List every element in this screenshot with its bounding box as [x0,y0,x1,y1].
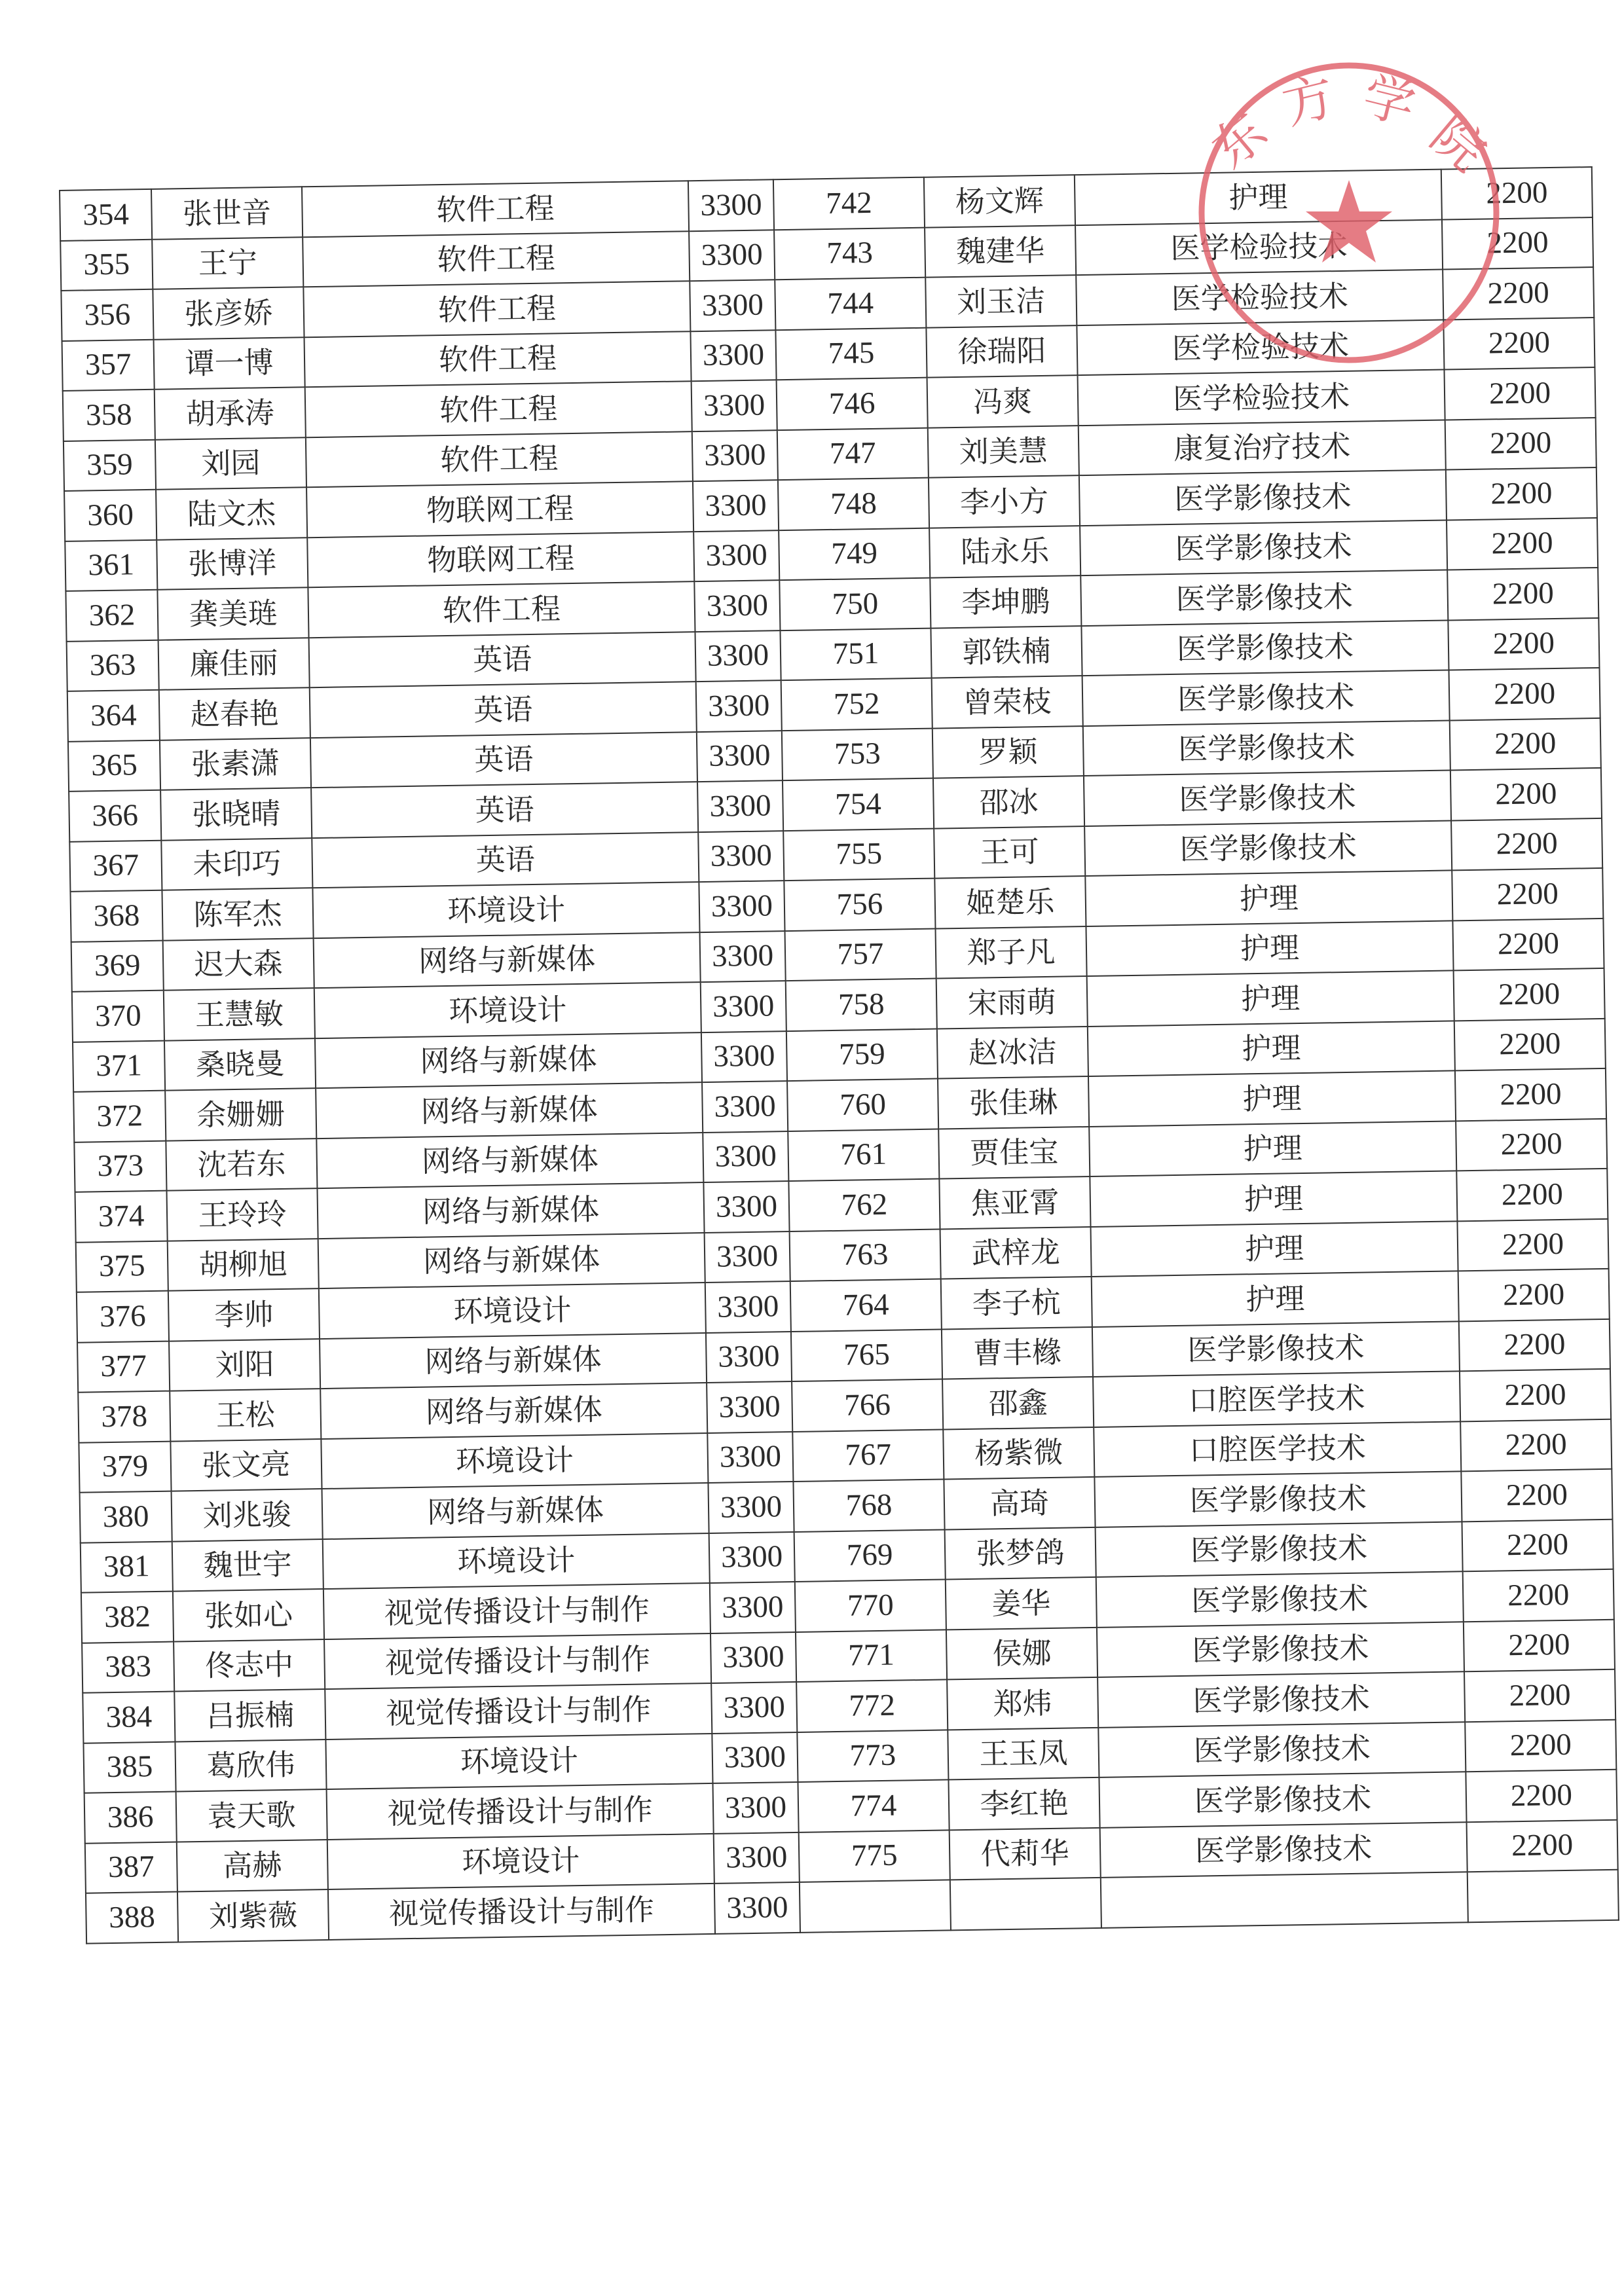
right-major-cell: 护理 [1086,920,1453,976]
left-major-cell: 视觉传播设计与制作 [324,1633,711,1689]
left-major-cell: 环境设计 [321,1433,708,1489]
roster-body [60,167,1619,1943]
right-row-number-cell: 760 [787,1079,938,1131]
right-student-name-cell: 罗颖 [932,726,1084,778]
left-row-number-cell: 385 [83,1741,175,1793]
right-major-cell: 医学影像技术 [1092,1321,1460,1377]
right-major-cell: 医学影像技术 [1082,670,1450,725]
right-student-name-cell: 张梦鸽 [945,1527,1096,1579]
right-student-name-cell: 武梓龙 [940,1226,1092,1279]
left-amount-cell: 3300 [710,1631,796,1683]
left-amount-cell: 3300 [705,1231,790,1283]
left-row-number-cell: 367 [69,840,162,892]
right-amount-cell: 2200 [1466,1770,1617,1822]
left-student-name-cell: 桑晓曼 [164,1038,316,1091]
left-amount-cell: 3300 [697,780,783,831]
left-amount-cell: 3300 [703,1181,789,1232]
right-major-cell: 医学检验技术 [1076,270,1443,325]
right-row-number-cell: 770 [795,1579,946,1631]
left-amount-cell: 3300 [703,1131,788,1182]
right-student-name-cell: 刘美慧 [928,426,1079,478]
left-amount-cell: 3300 [705,1281,791,1332]
left-amount-cell: 3300 [701,981,786,1032]
right-row-number-cell: 772 [796,1679,948,1732]
right-amount-cell: 2200 [1454,968,1605,1021]
right-major-cell: 护理 [1085,870,1452,926]
left-major-cell: 网络与新媒体 [316,1082,703,1139]
right-major-cell: 护理 [1092,1271,1459,1326]
right-student-name-cell: 郭铁楠 [931,626,1082,678]
right-row-number-cell: 750 [779,578,931,630]
svg-text:学: 学 [1357,66,1422,136]
right-amount-cell: 2200 [1448,617,1599,670]
left-row-number-cell: 382 [81,1592,174,1643]
right-student-name-cell: 郑炜 [947,1677,1098,1730]
left-major-cell: 环境设计 [312,882,699,938]
right-amount-cell: 2200 [1455,1068,1606,1121]
right-student-name-cell: 杨紫微 [943,1427,1094,1479]
left-amount-cell: 3300 [692,380,777,431]
left-major-cell: 物联网工程 [307,532,694,588]
right-row-number-cell: 745 [775,327,927,380]
left-amount-cell: 3300 [707,1381,792,1432]
right-row-number-cell: 757 [785,928,936,981]
svg-text:东: 东 [1201,101,1279,180]
left-row-number-cell: 361 [65,539,157,591]
left-student-name-cell: 张文亮 [170,1439,322,1491]
right-row-number-cell: 765 [791,1329,942,1381]
right-row-number-cell: 775 [799,1830,950,1882]
left-major-cell: 环境设计 [314,982,701,1038]
right-row-number-cell: 766 [792,1379,943,1431]
right-student-name-cell: 刘玉洁 [925,275,1077,327]
left-major-cell: 网络与新媒体 [322,1483,709,1539]
right-student-name-cell: 李小方 [929,475,1080,528]
right-student-name-cell: 魏建华 [925,225,1076,278]
right-student-name-cell: 李坤鹏 [930,575,1081,628]
left-major-cell: 视觉传播设计与制作 [327,1783,714,1840]
right-student-name-cell: 姜华 [946,1577,1097,1630]
right-major-cell: 护理 [1087,970,1454,1026]
left-row-number-cell: 369 [71,940,164,992]
right-student-name-cell: 邵鑫 [942,1377,1094,1429]
right-major-cell: 口腔医学技术 [1094,1421,1461,1477]
right-amount-cell: 2200 [1463,1569,1614,1622]
left-major-cell: 网络与新媒体 [316,1133,703,1189]
left-amount-cell: 3300 [694,580,780,631]
right-amount-cell: 2200 [1450,768,1602,820]
left-major-cell: 英语 [310,732,697,788]
right-amount-cell: 2200 [1443,267,1594,319]
left-amount-cell: 3300 [688,179,774,230]
right-row-number-cell: 748 [778,478,929,530]
right-row-number-cell: 747 [777,428,929,480]
left-amount-cell: 3300 [690,330,776,381]
left-student-name-cell: 王慧敏 [164,988,315,1040]
right-row-number-cell: 762 [788,1179,940,1231]
right-student-name-cell: 王可 [934,826,1085,879]
right-major-cell: 护理 [1091,1221,1458,1277]
left-student-name-cell: 谭一博 [154,337,305,390]
left-row-number-cell: 357 [62,339,155,391]
left-student-name-cell: 王松 [170,1389,321,1441]
right-major-cell: 医学影像技术 [1084,820,1452,876]
right-amount-cell: 2200 [1442,217,1593,270]
right-row-number-cell: 743 [774,227,925,280]
right-major-cell: 医学影像技术 [1100,1822,1467,1878]
left-row-number-cell: 376 [77,1291,169,1343]
left-amount-cell: 3300 [710,1582,796,1633]
right-row-number-cell: 756 [784,879,935,931]
left-amount-cell: 3300 [709,1532,795,1583]
right-amount-cell: 2200 [1456,1169,1608,1221]
left-row-number-cell: 380 [80,1491,172,1543]
left-row-number-cell: 354 [60,189,152,241]
right-student-name-cell: 姬楚乐 [934,876,1086,928]
left-row-number-cell: 383 [82,1641,174,1693]
left-student-name-cell: 未印巧 [161,838,312,890]
right-row-number-cell: 744 [775,278,926,330]
right-row-number-cell: 758 [786,979,937,1031]
right-student-name-cell: 宋雨萌 [936,976,1088,1029]
right-major-cell: 口腔医学技术 [1093,1371,1460,1427]
right-major-cell: 医学检验技术 [1077,319,1444,375]
right-major-cell: 医学影像技术 [1079,470,1447,526]
left-student-name-cell: 赵春艳 [159,687,310,740]
left-row-number-cell: 358 [63,390,155,441]
left-student-name-cell: 胡柳旭 [168,1239,319,1291]
left-row-number-cell: 384 [83,1692,175,1743]
left-student-name-cell: 张素潇 [160,738,311,790]
right-amount-cell: 2200 [1467,1819,1618,1872]
left-amount-cell: 3300 [708,1482,794,1533]
right-amount-cell: 2200 [1451,818,1602,870]
left-amount-cell: 3300 [693,480,779,531]
right-row-number-cell: 767 [792,1429,944,1482]
left-major-cell: 软件工程 [304,331,691,388]
right-amount-cell: 2200 [1464,1619,1615,1671]
school-seal [1185,49,1513,376]
left-amount-cell: 3300 [706,1332,792,1383]
right-major-cell: 医学影像技术 [1096,1571,1464,1627]
left-student-name-cell: 张如心 [173,1589,324,1641]
left-row-number-cell: 362 [65,590,158,642]
right-amount-cell: 2200 [1454,1018,1606,1070]
right-student-name-cell: 赵冰洁 [937,1027,1088,1079]
left-student-name-cell: 刘园 [155,437,306,490]
left-student-name-cell: 陈军杰 [162,888,313,940]
right-row-number-cell: 771 [796,1630,947,1682]
right-row-number-cell: 752 [781,678,932,731]
right-amount-cell: 2200 [1460,1369,1611,1421]
right-row-number-cell: 749 [779,528,930,580]
right-amount-cell: 2200 [1457,1218,1608,1271]
right-student-name-cell: 代莉华 [950,1827,1101,1880]
left-amount-cell: 3300 [696,680,782,731]
left-amount-cell: 3300 [712,1782,798,1833]
right-student-name-cell: 焦亚霄 [939,1176,1090,1229]
left-row-number-cell: 366 [69,790,161,842]
svg-text:方: 方 [1276,66,1341,136]
right-major-cell: 医学影像技术 [1081,620,1449,676]
roster-table [59,166,1619,1944]
left-student-name-cell: 佟志中 [174,1639,325,1692]
left-row-number-cell: 359 [64,439,156,491]
right-student-name-cell: 贾佳宝 [938,1127,1090,1179]
right-amount-cell: 2200 [1460,1419,1612,1471]
right-student-name-cell: 陆永乐 [929,526,1080,578]
left-amount-cell: 3300 [698,831,784,882]
left-student-name-cell: 余姗姗 [165,1088,316,1140]
right-major-cell: 医学影像技术 [1080,520,1447,575]
right-major-cell: 护理 [1075,170,1442,225]
left-row-number-cell: 364 [67,690,160,742]
right-amount-cell: 2200 [1462,1519,1613,1571]
left-student-name-cell: 葛欣伟 [175,1740,326,1792]
right-major-cell: 护理 [1088,1070,1456,1126]
left-major-cell: 环境设计 [323,1533,710,1589]
right-amount-cell: 2200 [1445,418,1596,470]
roster-sheet [59,166,1619,1944]
left-student-name-cell: 袁天歌 [176,1789,327,1842]
left-row-number-cell: 374 [75,1191,168,1243]
right-row-number-cell: 769 [794,1529,946,1582]
right-student-name-cell [950,1878,1101,1930]
right-student-name-cell: 侯娜 [946,1627,1098,1679]
left-major-cell: 英语 [312,832,699,888]
right-amount-cell: 2200 [1452,868,1603,920]
right-student-name-cell: 李红艳 [948,1777,1099,1830]
right-row-number-cell: 773 [797,1730,948,1782]
left-major-cell: 网络与新媒体 [314,932,701,989]
right-major-cell: 康复治疗技术 [1079,420,1446,475]
left-student-name-cell: 张博洋 [157,538,308,590]
left-major-cell: 软件工程 [302,181,689,237]
left-amount-cell: 3300 [700,931,786,982]
svg-text:院: 院 [1419,105,1497,183]
right-amount-cell: 2200 [1443,318,1595,370]
left-major-cell: 网络与新媒体 [320,1383,707,1439]
right-amount-cell: 2200 [1464,1669,1615,1722]
left-major-cell: 网络与新媒体 [315,1032,702,1089]
left-amount-cell: 3300 [693,530,779,581]
left-row-number-cell: 371 [73,1040,165,1092]
left-amount-cell: 3300 [692,430,778,481]
right-major-cell: 医学影像技术 [1080,570,1448,626]
left-student-name-cell: 张世音 [151,187,303,239]
left-amount-cell: 3300 [699,881,784,932]
left-row-number-cell: 386 [84,1792,177,1844]
right-amount-cell: 2200 [1450,718,1601,770]
right-row-number-cell: 764 [790,1279,942,1332]
right-row-number-cell: 761 [788,1129,939,1181]
left-student-name-cell: 陆文杰 [156,487,307,539]
right-major-cell: 医学影像技术 [1097,1622,1464,1677]
right-major-cell: 护理 [1089,1121,1456,1176]
left-row-number-cell: 360 [64,490,157,541]
right-student-name-cell: 李子杭 [941,1277,1092,1329]
right-major-cell: 医学影像技术 [1096,1522,1463,1577]
right-major-cell: 医学影像技术 [1083,720,1450,776]
right-amount-cell: 2200 [1461,1469,1612,1522]
left-major-cell: 网络与新媒体 [320,1333,707,1389]
right-amount-cell: 2200 [1456,1118,1607,1171]
left-student-name-cell: 王宁 [152,237,303,289]
right-row-number-cell: 753 [782,728,933,780]
left-row-number-cell: 375 [76,1241,168,1292]
right-student-name-cell: 张佳琳 [938,1076,1089,1129]
right-amount-cell: 2200 [1444,367,1595,420]
left-major-cell: 视觉传播设计与制作 [325,1683,712,1740]
left-major-cell: 环境设计 [325,1733,712,1789]
right-row-number-cell: 763 [790,1229,941,1281]
right-amount-cell: 2200 [1465,1719,1616,1772]
left-row-number-cell: 370 [72,991,164,1042]
right-amount-cell: 2200 [1449,668,1600,720]
left-row-number-cell: 381 [81,1541,173,1593]
left-student-name-cell: 张彦娇 [153,287,304,339]
right-student-name-cell: 曾荣枝 [932,676,1083,728]
right-student-name-cell: 冯爽 [927,375,1079,428]
left-row-number-cell: 377 [77,1341,170,1393]
left-student-name-cell: 龚美琏 [157,587,308,640]
right-major-cell: 医学影像技术 [1098,1722,1466,1777]
right-amount-cell: 2200 [1458,1269,1610,1321]
left-major-cell: 网络与新媒体 [318,1233,705,1289]
right-major-cell: 护理 [1088,1021,1455,1076]
right-amount-cell: 2200 [1452,918,1604,970]
left-major-cell: 环境设计 [319,1283,706,1339]
left-row-number-cell: 373 [74,1140,166,1192]
left-row-number-cell: 356 [61,289,153,341]
right-major-cell: 医学检验技术 [1078,370,1445,426]
left-row-number-cell: 388 [86,1892,178,1944]
right-row-number-cell: 751 [780,628,931,680]
left-amount-cell: 3300 [690,280,775,331]
left-row-number-cell: 363 [67,640,159,691]
left-amount-cell: 3300 [707,1432,793,1483]
left-student-name-cell: 高赫 [177,1840,328,1892]
left-amount-cell: 3300 [702,1081,788,1132]
right-row-number-cell: 746 [777,378,928,430]
right-major-cell: 医学影像技术 [1098,1671,1465,1727]
left-amount-cell: 3300 [697,731,783,782]
left-student-name-cell: 胡承涛 [155,387,306,439]
left-amount-cell: 3300 [711,1682,797,1733]
left-student-name-cell: 迟大森 [163,938,314,991]
left-student-name-cell: 刘兆骏 [172,1489,323,1541]
right-amount-cell: 2200 [1459,1319,1610,1371]
left-amount-cell: 3300 [695,630,781,682]
right-student-name-cell: 王玉凤 [948,1727,1099,1779]
right-row-number-cell: 742 [773,177,925,230]
right-amount-cell: 2200 [1446,467,1597,520]
left-major-cell: 物联网工程 [306,481,693,538]
left-student-name-cell: 刘紫薇 [177,1889,329,1942]
right-major-cell: 护理 [1090,1171,1457,1226]
left-student-name-cell: 李帅 [168,1288,320,1341]
right-row-number-cell: 774 [798,1779,949,1832]
left-amount-cell: 3300 [701,1031,787,1082]
left-row-number-cell: 355 [60,239,153,291]
left-student-name-cell: 魏世宇 [172,1539,323,1592]
left-major-cell: 英语 [310,682,697,738]
left-major-cell: 视觉传播设计与制作 [323,1583,710,1639]
right-student-name-cell: 徐瑞阳 [926,325,1077,378]
left-major-cell: 环境设计 [327,1833,714,1889]
left-row-number-cell: 387 [85,1842,177,1893]
left-major-cell: 软件工程 [305,381,692,437]
right-amount-cell [1467,1870,1619,1922]
left-row-number-cell: 368 [70,890,162,942]
left-major-cell: 软件工程 [308,581,695,638]
right-major-cell [1101,1872,1468,1927]
right-major-cell: 医学影像技术 [1094,1471,1462,1527]
left-student-name-cell: 王玲玲 [166,1188,318,1241]
left-amount-cell: 3300 [712,1732,798,1783]
right-row-number-cell [800,1880,951,1932]
left-major-cell: 网络与新媒体 [317,1182,704,1239]
left-major-cell: 软件工程 [306,431,693,488]
left-amount-cell: 3300 [714,1832,800,1883]
right-row-number-cell: 768 [793,1479,944,1531]
left-major-cell: 软件工程 [303,281,690,337]
right-student-name-cell: 郑子凡 [935,926,1086,979]
left-student-name-cell: 沈若东 [166,1139,317,1191]
left-student-name-cell: 刘阳 [169,1339,320,1391]
left-student-name-cell: 张晓晴 [160,788,312,840]
right-student-name-cell: 邵冰 [933,776,1084,828]
left-row-number-cell: 378 [78,1391,170,1443]
left-major-cell: 英语 [311,782,698,838]
left-major-cell: 视觉传播设计与制作 [328,1884,715,1940]
right-student-name-cell: 杨文辉 [924,175,1075,227]
right-major-cell: 医学影像技术 [1084,770,1451,826]
right-student-name-cell: 曹丰橼 [942,1326,1093,1379]
left-major-cell: 软件工程 [303,231,690,287]
left-amount-cell: 3300 [689,230,775,281]
left-student-name-cell: 廉佳丽 [158,638,310,690]
right-row-number-cell: 754 [783,778,934,831]
left-row-number-cell: 379 [79,1441,171,1493]
right-amount-cell: 2200 [1441,167,1593,219]
left-row-number-cell: 365 [68,740,160,792]
right-row-number-cell: 755 [783,828,934,881]
right-amount-cell: 2200 [1447,568,1598,620]
left-student-name-cell: 吕振楠 [174,1689,325,1741]
left-major-cell: 英语 [309,632,696,688]
left-row-number-cell: 372 [73,1091,166,1142]
right-student-name-cell: 高琦 [944,1477,1095,1529]
right-major-cell: 医学影像技术 [1099,1772,1466,1827]
right-major-cell: 医学检验技术 [1075,219,1443,275]
right-amount-cell: 2200 [1447,517,1598,570]
left-amount-cell: 3300 [714,1882,800,1933]
right-row-number-cell: 759 [786,1029,938,1081]
